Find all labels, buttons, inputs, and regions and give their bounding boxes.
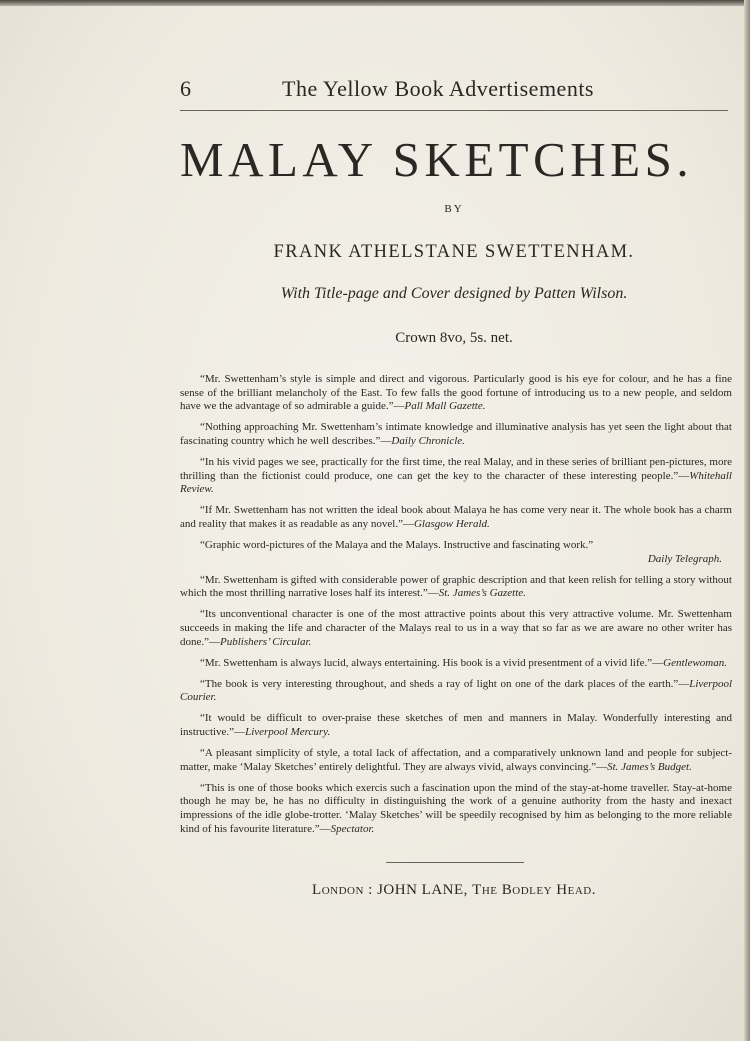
review-source: Whitehall Review.: [180, 469, 732, 496]
review-spectator: [180, 782, 732, 836]
review-text: “Mr. Swettenham’s style is simple and direct and vigorous. Particularly good is his eye for colour, and he has a fine sense of the brilliant melancholy of the East. To few falls the good fortune of introducing us to a new people, and seldom have we the advantage of so admirable a guide.”—: [180, 373, 732, 413]
review-st-james-gazette: [180, 574, 732, 601]
imprint-city: London: [312, 882, 364, 898]
designer-credit: With Title-page and Cover designed by Patten Wilson.: [280, 285, 628, 302]
page-header: [180, 76, 728, 106]
review-source: Liverpool Mercury.: [245, 725, 331, 738]
footer-rule: [386, 862, 524, 863]
imprint-publisher: JOHN LANE,: [377, 882, 468, 898]
page-top-edge: [0, 0, 750, 6]
review-source: Daily Chronicle.: [391, 434, 465, 447]
press-reviews: [180, 373, 732, 844]
review-text: “Graphic word-pictures of the Malaya and the Malays. Instructive and fascinating work.”: [200, 538, 594, 551]
review-liverpool-courier: [180, 678, 732, 705]
review-text: “Mr. Swettenham is gifted with considerable power of graphic description and that keen relish for telling a story without which the most thrilling narrative loses half its interest.”—: [180, 573, 732, 600]
review-gentlewoman: [180, 657, 732, 671]
review-text: “Mr. Swettenham is always lucid, always entertaining. His book is a vivid presentment of a vivid life.”—: [200, 656, 664, 669]
review-text: “If Mr. Swettenham has not written the ideal book about Malaya he has come very near it. The whole book has a charm and reality that makes it as readable as any novel.”—: [180, 504, 732, 530]
review-glasgow-herald: [180, 504, 732, 531]
review-text: “This is one of those books which exercis such a fascination upon the mind of the stay-at-home traveller. Stay-at-home though he may be, he has no difficulty in distinguishing the work of a genuine authority from the hasty and inexact impressions of the idle globe-trotter. ‘Malay Sketches’ will be speedily recognised by him as belonging to the more reliable kind of his favourite literature.”—: [180, 781, 732, 835]
review-source: Gentlewoman.: [663, 656, 727, 669]
review-source: Glasgow Herald.: [413, 517, 490, 530]
review-text: “The book is very interesting throughout, and sheds a ray of light on one of the dark places of the earth.”—: [200, 677, 690, 690]
review-liverpool-mercury: [180, 712, 732, 739]
price-line: Crown 8vo, 5s. net.: [395, 330, 513, 346]
review-pall-mall: [180, 373, 732, 414]
book-title: MALAY SKETCHES.: [180, 132, 694, 187]
review-st-james-budget: [180, 747, 732, 774]
imprint-separator: :: [368, 882, 373, 898]
review-source: Spectator.: [330, 822, 375, 835]
review-source: St. James’s Budget.: [607, 760, 692, 773]
by-line: BY: [444, 203, 464, 215]
review-daily-chronicle: [180, 421, 732, 448]
review-source: St. James’s Gazette.: [438, 587, 526, 600]
page-number: 6: [180, 76, 192, 101]
review-source: Pall Mall Gazette.: [404, 400, 486, 413]
review-source: Publishers’ Circular.: [220, 635, 312, 648]
review-whitehall: [180, 456, 732, 497]
review-text: “A pleasant simplicity of style, a total lack of affectation, and a comparatively unknown land and people for subject-matter, make ‘Malay Sketches’ entirely delightful. They are always vivid, always convincing.”—: [180, 747, 732, 773]
imprint-house: The Bodley Head.: [472, 882, 596, 898]
header-rule: [180, 110, 728, 111]
review-text: “Nothing approaching Mr. Swettenham’s intimate knowledge and illuminative analysis has yet seen the light about that fascinating country which he well describes.”—: [180, 421, 732, 447]
review-text: “Its unconventional character is one of the most attractive points about this very attractive volume. Mr. Swettenham succeeds in making the life and character of the Malays real to us in a way that so far as we are aware no other writer has done.”—: [180, 608, 732, 648]
page-right-edge: [744, 0, 750, 1041]
review-source: Daily Telegraph.: [647, 552, 722, 565]
review-source: Liverpool Courier.: [180, 677, 732, 704]
review-publishers-circular: [180, 608, 732, 649]
running-title: The Yellow Book Advertisements: [282, 76, 594, 101]
review-text: “In his vivid pages we see, practically for the first time, the real Malay, and in these series of brilliant pen-pictures, more thrilling than the fictionist could produce, one can get the key to the character of these interesting people.”—: [180, 455, 732, 482]
publisher-imprint: [180, 882, 728, 899]
review-text: “It would be difficult to over-praise these sketches of men and manners in Malay. Wonderfully interesting and instructive.”—: [180, 712, 732, 738]
author-name: FRANK ATHELSTANE SWETTENHAM.: [273, 242, 635, 262]
review-daily-telegraph: [180, 539, 732, 566]
